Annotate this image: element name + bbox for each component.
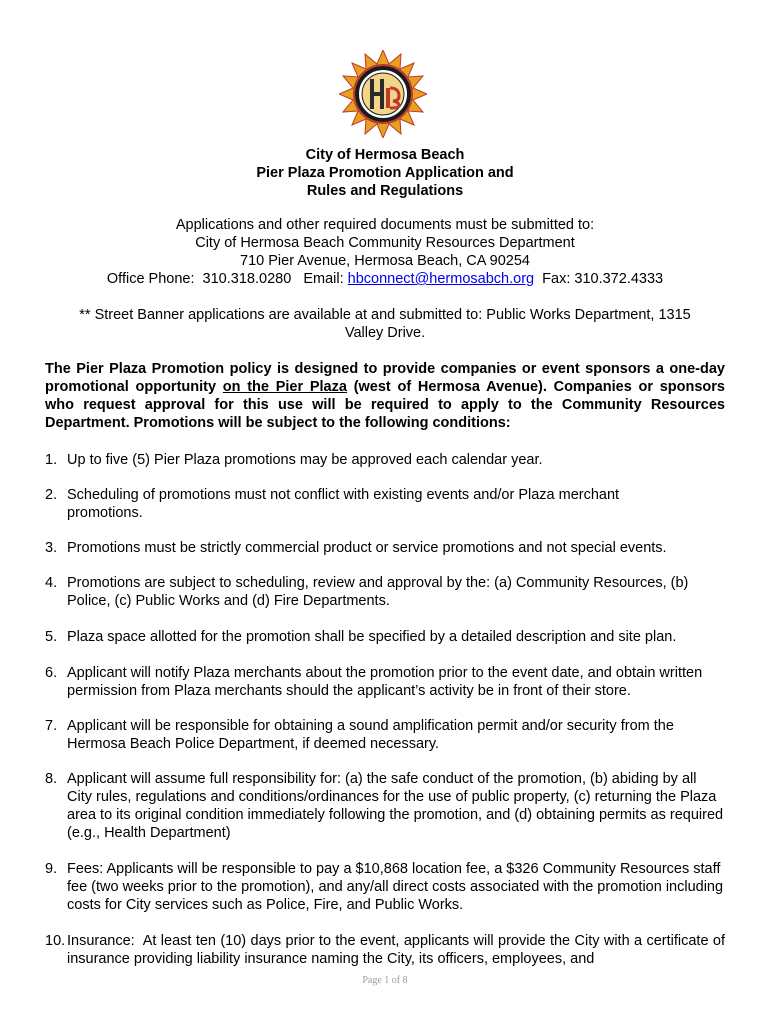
rule-number: 8. bbox=[45, 771, 58, 787]
rule-text: Promotions must be strictly commercial product or service promotions and not special events. bbox=[67, 540, 667, 556]
rule-item bbox=[45, 860, 725, 914]
rule-text: Plaza space allotted for the promotion shall be specified by a detailed description and site plan. bbox=[67, 629, 677, 645]
rule-text: Promotions are subject to scheduling, review and approval by the: (a) Community Resources, (b) Police, (c) Public Works and (d) Fire Departments. bbox=[67, 575, 689, 609]
rule-number: 2. bbox=[45, 487, 58, 503]
city-seal-icon bbox=[339, 50, 427, 138]
rule-item bbox=[45, 486, 725, 522]
address: 710 Pier Avenue, Hermosa Beach, CA 90254 bbox=[240, 253, 530, 269]
rule-text: Scheduling of promotions must not conflict with existing events and/or Plaza merchant promotions. bbox=[67, 487, 620, 521]
rule-item bbox=[45, 574, 725, 610]
banner-line-2: Valley Drive. bbox=[344, 325, 426, 341]
rule-number: 10. bbox=[45, 933, 66, 949]
banner-note bbox=[60, 306, 710, 342]
rule-text: Fees: Applicants will be responsible to pay a $10,868 location fee, a $326 Community Resources staff fee (two weeks prior to the promotion), and any/all direct costs associated with the promotion including costs for City services such as Police, Fire, and Public Works. bbox=[67, 861, 724, 913]
banner-line-1: ** Street Banner applications are available at and submitted to: Public Works Department, 1315 bbox=[79, 307, 691, 323]
rule-number: 3. bbox=[45, 540, 58, 556]
title-block bbox=[0, 146, 770, 200]
rule-number: 9. bbox=[45, 861, 58, 877]
rule-item bbox=[45, 451, 725, 469]
rule-text: Applicant will be responsible for obtaining a sound amplification permit and/or security from the Hermosa Beach Police Department, if deemed necessary. bbox=[67, 718, 674, 752]
policy-intro bbox=[45, 360, 725, 432]
intro-text-1: The Pier Plaza Promotion policy is designed to provide companies or event sponsors a one-day promotional opportunity bbox=[45, 361, 725, 395]
department-name: City of Hermosa Beach Community Resources Department bbox=[195, 235, 575, 251]
phone-label: Office Phone: 310.318.0280 Email: bbox=[106, 271, 348, 287]
rule-number: 4. bbox=[45, 575, 58, 591]
rule-body bbox=[67, 932, 725, 968]
rule-number: 7. bbox=[45, 718, 58, 734]
application-title: Pier Plaza Promotion Application and bbox=[256, 165, 514, 181]
rules-title: Rules and Regulations bbox=[306, 183, 464, 199]
rule-item bbox=[45, 932, 725, 968]
intro-text-2: (west of Hermosa Avenue). Companies or sponsors who request approval for this use will be required to apply to the Community Resources Department. Promotions will be subject to the following conditions: bbox=[45, 379, 725, 431]
intro-underlined: on the Pier Plaza bbox=[222, 379, 347, 395]
rule-item bbox=[45, 664, 725, 700]
rule-text: Up to five (5) Pier Plaza promotions may be approved each calendar year. bbox=[67, 452, 543, 468]
fax-label: Fax: 310.372.4333 bbox=[534, 271, 664, 287]
contact-intro: Applications and other required documents must be submitted to: bbox=[175, 217, 595, 233]
rule-item bbox=[45, 539, 725, 557]
page-number: Page 1 of 8 bbox=[362, 975, 408, 986]
rule-text: Applicant will notify Plaza merchants about the promotion prior to the event date, and obtain written permission from Plaza merchants should the applicant’s activity be in front of their store. bbox=[67, 665, 703, 699]
email-link[interactable]: hbconnect@hermosabch.org bbox=[347, 271, 535, 287]
rule-number: 5. bbox=[45, 629, 58, 645]
rule-number: 1. bbox=[45, 452, 58, 468]
rule-text: Applicant will assume full responsibility for: (a) the safe conduct of the promotion, (b) abiding by all City rules, regulations and conditions/ordinances for the use of public property, (c) returning the Plaza area to its original condition immediately following the promotion, and (d) obtaining permits as required (e.g., Health Department) bbox=[67, 771, 724, 841]
phone-email-fax bbox=[0, 270, 770, 288]
rule-text: At least ten (10) days prior to the event, applicants will provide the City with a certificate of insurance providing liability insurance naming the City, its officers, employees, and bbox=[67, 933, 725, 967]
city-title: City of Hermosa Beach bbox=[305, 147, 465, 163]
rule-item bbox=[45, 717, 725, 753]
contact-block bbox=[0, 216, 770, 288]
rule-label: Insurance: bbox=[67, 933, 135, 949]
rule-number: 6. bbox=[45, 665, 58, 681]
rule-item bbox=[45, 628, 725, 646]
rule-item bbox=[45, 770, 725, 842]
